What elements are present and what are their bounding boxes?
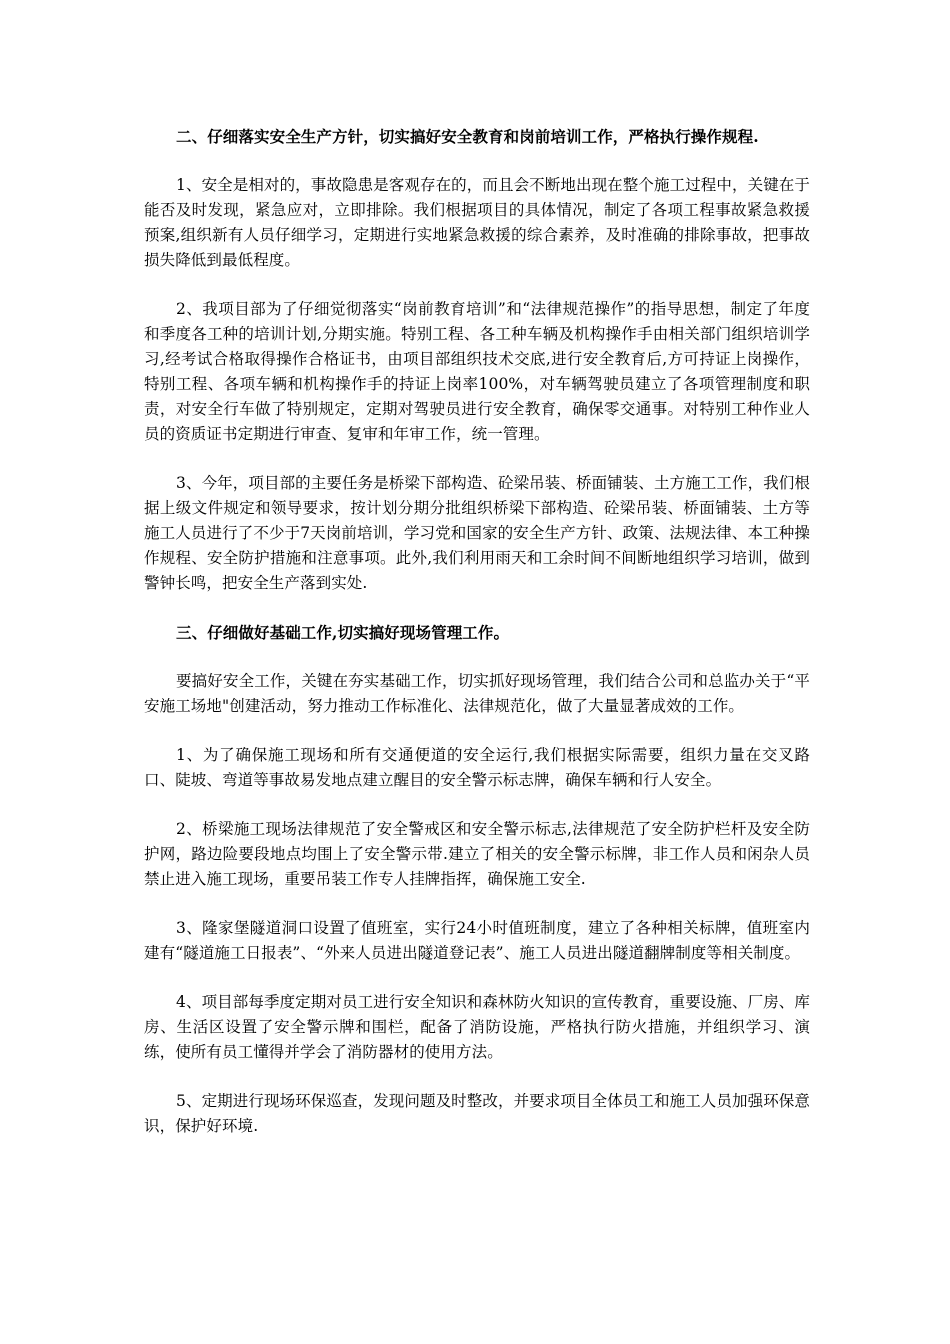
paragraph-warning-signs: 1、为了确保施工现场和所有交通便道的安全运行,我们根据实际需要，组织力量在交叉路口、陡坡、弯道等事故易发地点建立醒目的安全警示标志牌，确保车辆和行人安全。 — [144, 746, 810, 789]
paragraph-environmental-inspection: 5、定期进行现场环保巡查，发现问题及时整改，并要求项目全体员工和施工人员加强环保意识，保护好环境. — [144, 1092, 810, 1135]
paragraph-site-management-intro: 要搞好安全工作，关键在夯实基础工作，切实抓好现场管理，我们结合公司和总监办关于“平安施工场地"创建活动，努力推动工作标准化、法律规范化，做了大量显著成效的工作。 — [144, 672, 810, 715]
paragraph-fire-prevention: 4、项目部每季度定期对员工进行安全知识和森林防火知识的宣传教育，重要设施、厂房、库房、生活区设置了安全警示牌和围栏，配备了消防设施，严格执行防火措施，并组织学习、演练，使所有员工懂得并学会了消防器材的使用方法。 — [144, 993, 810, 1061]
paragraph-training-plan: 2、我项目部为了仔细觉彻落实“岗前教育培训”和“法律规范操作”的指导思想，制定了年度和季度各工种的培训计划,分期实施。特别工程、各工种车辆及机构操作手由相关部门组织培训学习,经考试合格取得操作合格证书，由项目部组织技术交底,进行安全教育后,方可持证上岗操作，特别工程、各项车辆和机构操作手的持证上岗率100%，对车辆驾驶员建立了各项管理制度和职责，对安全行车做了特别规定，定期对驾驶员进行安全教育，确保零交通事。对特别工种作业人员的资质证书定期进行审查、复审和年审工作，统一管理。 — [144, 300, 810, 443]
paragraph-tunnel-duty-room: 3、隆家堡隧道洞口设置了值班室，实行24小时值班制度，建立了各种相关标牌，值班室内建有“隧道施工日报表”、“外来人员进出隧道登记表”、施工人员进出隧道翻牌制度等相关制度。 — [144, 919, 810, 962]
paragraph-bridge-site-safety: 2、桥梁施工现场法律规范了安全警戒区和安全警示标志,法律规范了安全防护栏杆及安全防护网，路边险要段地点均围上了安全警示带.建立了相关的安全警示标牌，非工作人员和闲杂人员禁止进入施工现场，重要吊装工作专人挂牌指挥，确保施工安全. — [144, 820, 810, 888]
paragraph-emergency-response: 1、安全是相对的，事故隐患是客观存在的，而且会不断地出现在整个施工过程中，关键在于能否及时发现，紧急应对，立即排除。我们根据项目的具体情况，制定了各项工程事故紧急救援预案,组织新有人员仔细学习，定期进行实地紧急救援的综合素养，及时准确的排除事故，把事故损失降低到最低程度。 — [144, 176, 810, 269]
paragraph-pre-job-training: 3、今年，项目部的主要任务是桥梁下部构造、砼梁吊装、桥面铺装、土方施工工作，我们根据上级文件规定和领导要求，按计划分期分批组织桥梁下部构造、砼梁吊装、桥面铺装、土方等施工人员进行了不少于7天岗前培训，学习党和国家的安全生产方针、政策、法规法律、本工种操作规程、安全防护措施和注意事项。此外,我们利用雨天和工余时间不间断地组织学习培训，做到警钟长鸣，把安全生产落到实处. — [144, 474, 810, 592]
section-heading-site-management: 三、仔细做好基础工作,切实搞好现场管理工作。 — [176, 623, 510, 642]
section-heading-safety-education: 二、仔细落实安全生产方针，切实搞好安全教育和岗前培训工作，严格执行操作规程. — [176, 127, 759, 146]
document-page — [144, 124, 810, 1163]
